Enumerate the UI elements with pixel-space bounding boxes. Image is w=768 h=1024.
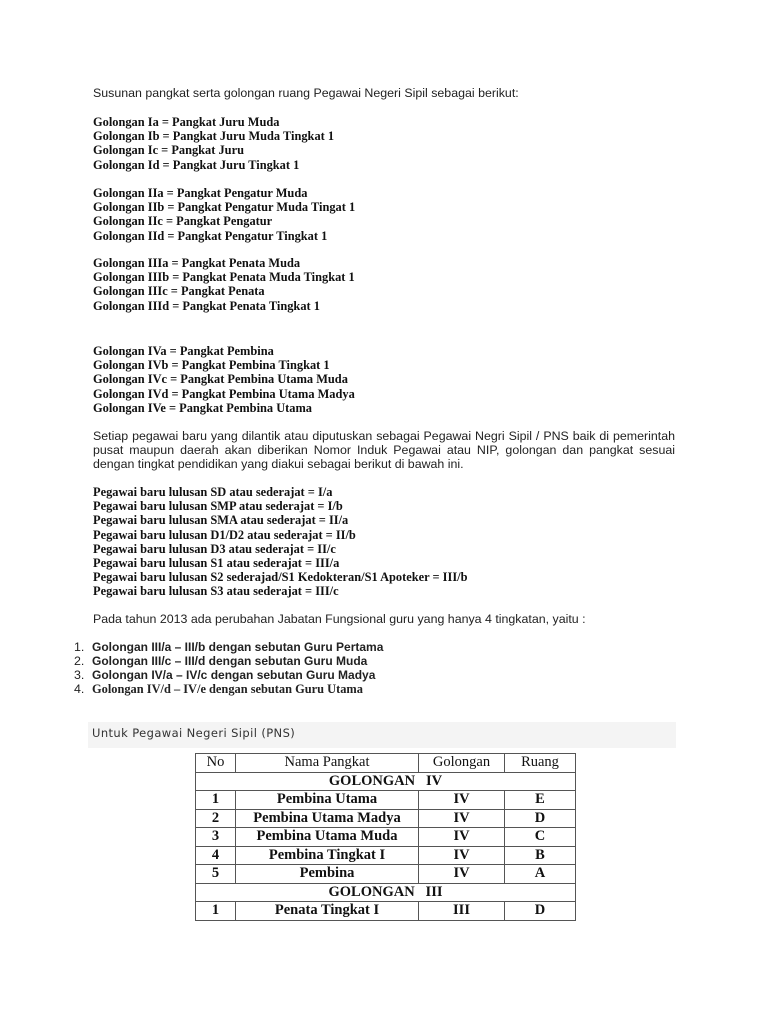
cell-ruang: E [505,791,576,810]
cell-golongan: III [419,902,505,921]
golongan-line: Golongan IVa = Pangkat Pembina [93,344,274,358]
list-item-text: Golongan IV/d – IV/e dengan sebutan Guru Utama [92,682,363,696]
header-golongan: Golongan [419,754,505,773]
golongan-line: Golongan IVe = Pangkat Pembina Utama [93,400,312,415]
table-header-row [196,754,576,773]
golongan-line: Golongan IIc = Pangkat Pengatur [93,214,273,229]
cell-nama: Penata Tingkat I [236,902,419,921]
golongan-line: Golongan Ic = Pangkat Juru [93,143,244,158]
pangkat-table [195,753,576,921]
cell-golongan: IV [419,828,505,847]
intro-text: Susunan pangkat serta golongan ruang Pegawai Negeri Sipil sebagai berikut: [93,86,519,100]
golongan-i-list [93,115,334,172]
group-row-iv [196,772,576,791]
cell-ruang: C [505,828,576,847]
cell-golongan: IV [419,809,505,828]
list-item-text: Golongan IV/a – IV/c dengan sebutan Guru Madya [92,668,376,682]
cell-no: 5 [196,865,236,884]
lulusan-line: Pegawai baru lulusan S3 atau sederajat = III/c [93,584,339,599]
lulusan-list [93,485,467,599]
lulusan-line: Pegawai baru lulusan D1/D2 atau sederajat = II/b [93,527,356,542]
golongan-line: Golongan Ia = Pangkat Juru Muda [93,115,280,129]
group-label: GOLONGAN III [196,883,576,902]
golongan-line: Golongan IIa = Pangkat Pengatur Muda [93,186,308,200]
cell-nama: Pembina Utama Muda [236,828,419,847]
paragraph-setiap-pegawai: Setiap pegawai baru yang dilantik atau diputuskan sebagai Pegawai Negri Sipil / PNS baik di pemerintah pusat maupun daerah akan diberikan Nomor Induk Pegawai atau NIP, golongan dan pangkat sesuai dengan tingkat pendidikan yang diakui sebagai berikut di bawah ini. [93,429,675,471]
cell-no: 1 [196,791,236,810]
cell-nama: Pembina Tingkat I [236,846,419,865]
golongan-line: Golongan Ib = Pangkat Juru Muda Tingkat 1 [93,129,335,144]
golongan-line: Golongan IIId = Pangkat Penata Tingkat 1 [93,298,320,313]
cell-nama: Pembina [236,865,419,884]
golongan-line: Golongan IIIc = Pangkat Penata [93,284,265,299]
golongan-line: Golongan IIb = Pangkat Pengatur Muda Tingat 1 [93,200,356,215]
golongan-line: Golongan IVc = Pangkat Pembina Utama Muda [93,372,348,387]
golongan-line: Golongan IId = Pangkat Pengatur Tingkat 1 [93,228,328,243]
cell-golongan: IV [419,846,505,865]
golongan-iii-list [93,256,355,313]
lulusan-line: Pegawai baru lulusan S2 sederajad/S1 Kedokteran/S1 Apoteker = III/b [93,570,468,585]
lulusan-line: Pegawai baru lulusan S1 atau sederajat = III/a [93,555,340,570]
golongan-iv-list [93,344,355,415]
group-row-iii [196,883,576,902]
cell-no: 2 [196,809,236,828]
table-row [196,809,576,828]
cell-ruang: D [505,809,576,828]
cell-ruang: D [505,902,576,921]
list-number: 2. [74,654,85,668]
group-label: GOLONGAN IV [196,772,576,791]
list-item-text: Golongan III/a – III/b dengan sebutan Guru Pertama [92,640,384,654]
list-number: 1. [74,640,85,654]
pns-table-caption: Untuk Pegawai Negeri Sipil (PNS) [88,722,676,748]
cell-no: 3 [196,828,236,847]
paragraph-pada-tahun-2013: Pada tahun 2013 ada perubahan Jabatan Fungsional guru yang hanya 4 tingkatan, yaitu : [93,612,586,626]
cell-no: 1 [196,902,236,921]
lulusan-line: Pegawai baru lulusan SMP atau sederajat = I/b [93,499,343,514]
golongan-line: Golongan IIIa = Pangkat Penata Muda [93,256,301,270]
list-number: 3. [74,668,85,682]
cell-ruang: A [505,865,576,884]
lulusan-line: Pegawai baru lulusan D3 atau sederajat = II/c [93,541,336,556]
cell-golongan: IV [419,791,505,810]
cell-ruang: B [505,846,576,865]
golongan-line: Golongan Id = Pangkat Juru Tingkat 1 [93,157,300,172]
lulusan-line: Pegawai baru lulusan SMA atau sederajat = II/a [93,513,349,528]
table-row [196,865,576,884]
golongan-line: Golongan IVb = Pangkat Pembina Tingkat 1 [93,358,330,373]
list-number: 4. [74,682,85,696]
lulusan-line: Pegawai baru lulusan SD atau sederajat = I/a [93,485,333,499]
golongan-ii-list [93,186,355,243]
cell-nama: Pembina Utama [236,791,419,810]
list-item-text: Golongan III/c – III/d dengan sebutan Guru Muda [92,654,368,668]
table-row [196,791,576,810]
header-nama-pangkat: Nama Pangkat [236,754,419,773]
cell-nama: Pembina Utama Madya [236,809,419,828]
table-row [196,846,576,865]
header-ruang: Ruang [505,754,576,773]
golongan-line: Golongan IIIb = Pangkat Penata Muda Tingkat 1 [93,270,355,285]
header-no: No [196,754,236,773]
cell-no: 4 [196,846,236,865]
table-row [196,902,576,921]
golongan-line: Golongan IVd = Pangkat Pembina Utama Madya [93,386,355,401]
cell-golongan: IV [419,865,505,884]
table-row [196,828,576,847]
